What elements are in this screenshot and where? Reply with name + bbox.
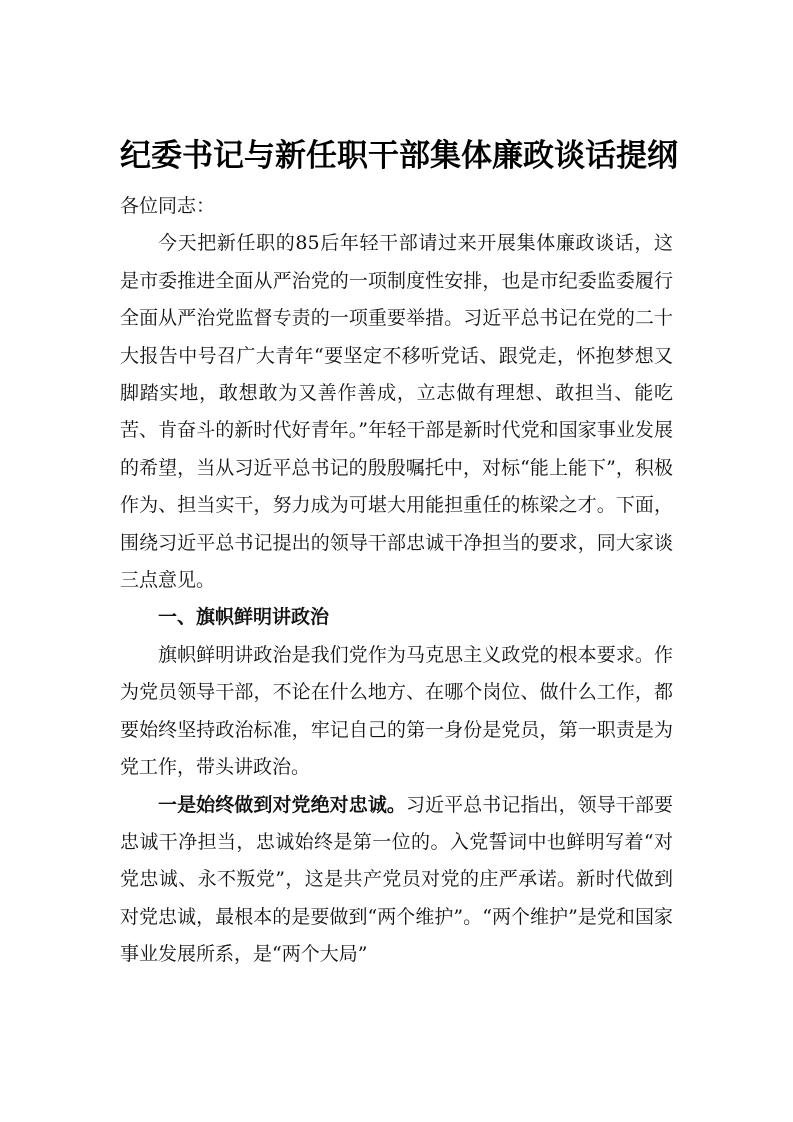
section-1-paragraph: 旗帜鲜明讲政治是我们党作为马克思主义政党的根本要求。作为党员领导干部，不论在什么地方、在哪个岗位、做什么工作，都要始终坚持政治标准，牢记自己的第一身份是党员，第一职责是为党工作，带头讲政治。 — [120, 643, 673, 779]
salutation: 各位同志： — [120, 195, 216, 217]
document-body — [120, 188, 673, 974]
point-1-paragraph — [120, 787, 673, 974]
point-1-lead: 一是始终做到对党绝对忠诚。 — [158, 793, 406, 816]
intro-paragraph: 今天把新任职的85后年轻干部请过来开展集体廉政谈话，这是市委推进全面从严治党的一项制度性安排，也是市纪委监委履行全面从严治党监督专责的一项重要举措。习近平总书记在党的二十大报告中号召广大青年“要坚定不移听党话、跟党走，怀抱梦想又脚踏实地，敢想敢为又善作善成，立志做有理想、敢担当、能吃苦、肯奋斗的新时代好青年。”年轻干部是新时代党和国家事业发展的希望，当从习近平总书记的殷殷嘱托中，对标“能上能下”，积极作为、担当实干，努力成为可堪大用能担重任的栋梁之才。下面，围绕习近平总书记提出的领导干部忠诚干净担当的要求，同大家谈三点意见。 — [120, 232, 673, 592]
point-1-body: 习近平总书记指出，领导干部要忠诚干净担当，忠诚始终是第一位的。入党誓词中也鲜明写着“对党忠诚、永不叛党”，这是共产党员对党的庄严承诺。新时代做到对党忠诚，最根本的是要做到“两个维护”。“两个维护”是党和国家事业发展所系，是“两个大局” — [120, 793, 673, 966]
section-heading-1: 一、旗帜鲜明讲政治 — [158, 606, 330, 629]
document-title: 纪委书记与新任职干部集体廉政谈话提纲 — [120, 138, 678, 174]
